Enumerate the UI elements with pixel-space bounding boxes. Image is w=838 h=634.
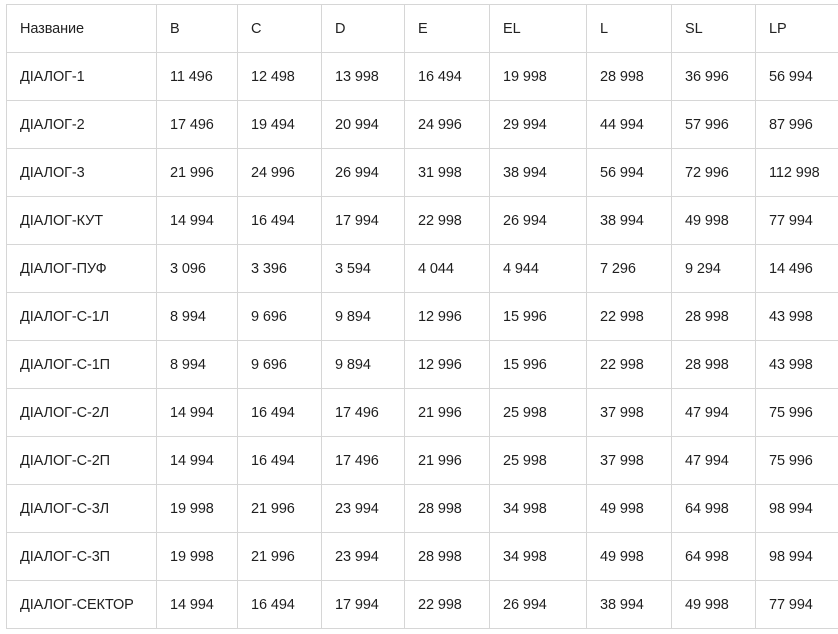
header-name: Название — [7, 5, 157, 53]
cell-price-e: 4 044 — [405, 245, 490, 293]
cell-price-sl: 64 998 — [672, 533, 756, 581]
cell-price-sl: 28 998 — [672, 341, 756, 389]
table-row — [7, 197, 838, 245]
cell-price-c: 16 494 — [238, 389, 322, 437]
cell-price-l: 49 998 — [587, 485, 672, 533]
cell-price-d: 17 496 — [322, 389, 405, 437]
cell-price-l: 38 994 — [587, 581, 672, 629]
table-row — [7, 437, 838, 485]
cell-price-d: 17 994 — [322, 581, 405, 629]
cell-price-d: 13 998 — [322, 53, 405, 101]
table-row — [7, 245, 838, 293]
cell-price-e: 21 996 — [405, 437, 490, 485]
cell-price-lp: 98 994 — [756, 485, 838, 533]
cell-price-el: 38 994 — [490, 149, 587, 197]
cell-price-lp: 77 994 — [756, 197, 838, 245]
header-l: L — [587, 5, 672, 53]
header-sl: SL — [672, 5, 756, 53]
cell-price-sl: 49 998 — [672, 197, 756, 245]
cell-model-name: ДІАЛОГ-С-3П — [7, 533, 157, 581]
cell-price-b: 17 496 — [157, 101, 238, 149]
header-el: EL — [490, 5, 587, 53]
cell-price-c: 24 996 — [238, 149, 322, 197]
table-row — [7, 101, 838, 149]
cell-price-c: 16 494 — [238, 197, 322, 245]
cell-model-name: ДІАЛОГ-КУТ — [7, 197, 157, 245]
cell-price-e: 21 996 — [405, 389, 490, 437]
cell-price-el: 26 994 — [490, 581, 587, 629]
cell-price-sl: 9 294 — [672, 245, 756, 293]
header-d: D — [322, 5, 405, 53]
cell-price-d: 26 994 — [322, 149, 405, 197]
cell-price-lp: 14 496 — [756, 245, 838, 293]
cell-model-name: ДІАЛОГ-С-2Л — [7, 389, 157, 437]
cell-price-lp: 98 994 — [756, 533, 838, 581]
cell-price-el: 15 996 — [490, 341, 587, 389]
cell-price-c: 16 494 — [238, 581, 322, 629]
cell-price-lp: 43 998 — [756, 293, 838, 341]
cell-model-name: ДІАЛОГ-С-2П — [7, 437, 157, 485]
cell-model-name: ДІАЛОГ-ПУФ — [7, 245, 157, 293]
cell-price-c: 19 494 — [238, 101, 322, 149]
cell-price-sl: 36 996 — [672, 53, 756, 101]
price-table — [6, 4, 838, 629]
cell-model-name: ДІАЛОГ-СЕКТОР — [7, 581, 157, 629]
cell-price-d: 23 994 — [322, 533, 405, 581]
cell-price-e: 24 996 — [405, 101, 490, 149]
cell-price-b: 14 994 — [157, 389, 238, 437]
cell-price-c: 9 696 — [238, 341, 322, 389]
cell-price-b: 14 994 — [157, 197, 238, 245]
cell-price-lp: 75 996 — [756, 389, 838, 437]
cell-price-e: 28 998 — [405, 485, 490, 533]
cell-price-e: 31 998 — [405, 149, 490, 197]
cell-model-name: ДІАЛОГ-С-1П — [7, 341, 157, 389]
cell-price-el: 19 998 — [490, 53, 587, 101]
cell-price-l: 44 994 — [587, 101, 672, 149]
cell-price-l: 56 994 — [587, 149, 672, 197]
cell-price-d: 17 496 — [322, 437, 405, 485]
cell-price-sl: 57 996 — [672, 101, 756, 149]
cell-model-name: ДІАЛОГ-2 — [7, 101, 157, 149]
cell-price-l: 28 998 — [587, 53, 672, 101]
cell-price-l: 37 998 — [587, 389, 672, 437]
header-b: B — [157, 5, 238, 53]
cell-price-el: 26 994 — [490, 197, 587, 245]
table-row — [7, 533, 838, 581]
cell-price-lp: 112 998 — [756, 149, 838, 197]
table-header — [7, 5, 838, 53]
cell-price-b: 3 096 — [157, 245, 238, 293]
cell-price-d: 9 894 — [322, 341, 405, 389]
cell-price-lp: 87 996 — [756, 101, 838, 149]
header-c: C — [238, 5, 322, 53]
table-body — [7, 53, 838, 629]
cell-price-e: 22 998 — [405, 581, 490, 629]
cell-price-e: 28 998 — [405, 533, 490, 581]
cell-price-b: 19 998 — [157, 485, 238, 533]
table-row — [7, 485, 838, 533]
cell-price-b: 8 994 — [157, 293, 238, 341]
cell-price-e: 12 996 — [405, 341, 490, 389]
cell-price-l: 22 998 — [587, 341, 672, 389]
cell-price-lp: 43 998 — [756, 341, 838, 389]
cell-price-el: 15 996 — [490, 293, 587, 341]
cell-price-d: 9 894 — [322, 293, 405, 341]
cell-price-b: 21 996 — [157, 149, 238, 197]
cell-price-c: 16 494 — [238, 437, 322, 485]
cell-price-b: 14 994 — [157, 581, 238, 629]
header-e: E — [405, 5, 490, 53]
cell-price-l: 22 998 — [587, 293, 672, 341]
cell-price-sl: 47 994 — [672, 437, 756, 485]
cell-price-l: 38 994 — [587, 197, 672, 245]
table-row — [7, 293, 838, 341]
cell-price-d: 3 594 — [322, 245, 405, 293]
cell-price-c: 21 996 — [238, 485, 322, 533]
cell-price-sl: 49 998 — [672, 581, 756, 629]
cell-price-lp: 75 996 — [756, 437, 838, 485]
cell-price-sl: 28 998 — [672, 293, 756, 341]
cell-price-c: 3 396 — [238, 245, 322, 293]
cell-price-sl: 47 994 — [672, 389, 756, 437]
cell-price-el: 34 998 — [490, 485, 587, 533]
cell-price-sl: 64 998 — [672, 485, 756, 533]
table-row — [7, 389, 838, 437]
cell-price-l: 7 296 — [587, 245, 672, 293]
cell-price-el: 25 998 — [490, 437, 587, 485]
table-row — [7, 341, 838, 389]
cell-price-el: 4 944 — [490, 245, 587, 293]
cell-price-el: 29 994 — [490, 101, 587, 149]
cell-model-name: ДІАЛОГ-3 — [7, 149, 157, 197]
header-lp: LP — [756, 5, 838, 53]
cell-price-e: 12 996 — [405, 293, 490, 341]
cell-price-e: 16 494 — [405, 53, 490, 101]
cell-price-e: 22 998 — [405, 197, 490, 245]
cell-price-lp: 56 994 — [756, 53, 838, 101]
cell-price-l: 37 998 — [587, 437, 672, 485]
cell-price-el: 34 998 — [490, 533, 587, 581]
cell-price-el: 25 998 — [490, 389, 587, 437]
cell-price-b: 14 994 — [157, 437, 238, 485]
cell-price-b: 11 496 — [157, 53, 238, 101]
cell-price-lp: 77 994 — [756, 581, 838, 629]
cell-price-l: 49 998 — [587, 533, 672, 581]
table-row — [7, 581, 838, 629]
cell-model-name: ДІАЛОГ-С-1Л — [7, 293, 157, 341]
cell-model-name: ДІАЛОГ-1 — [7, 53, 157, 101]
cell-price-c: 21 996 — [238, 533, 322, 581]
cell-price-c: 9 696 — [238, 293, 322, 341]
header-row — [7, 5, 838, 53]
cell-price-b: 8 994 — [157, 341, 238, 389]
cell-price-d: 23 994 — [322, 485, 405, 533]
table-row — [7, 149, 838, 197]
cell-price-d: 17 994 — [322, 197, 405, 245]
cell-price-c: 12 498 — [238, 53, 322, 101]
cell-price-sl: 72 996 — [672, 149, 756, 197]
table-row — [7, 53, 838, 101]
cell-price-b: 19 998 — [157, 533, 238, 581]
cell-model-name: ДІАЛОГ-С-3Л — [7, 485, 157, 533]
cell-price-d: 20 994 — [322, 101, 405, 149]
